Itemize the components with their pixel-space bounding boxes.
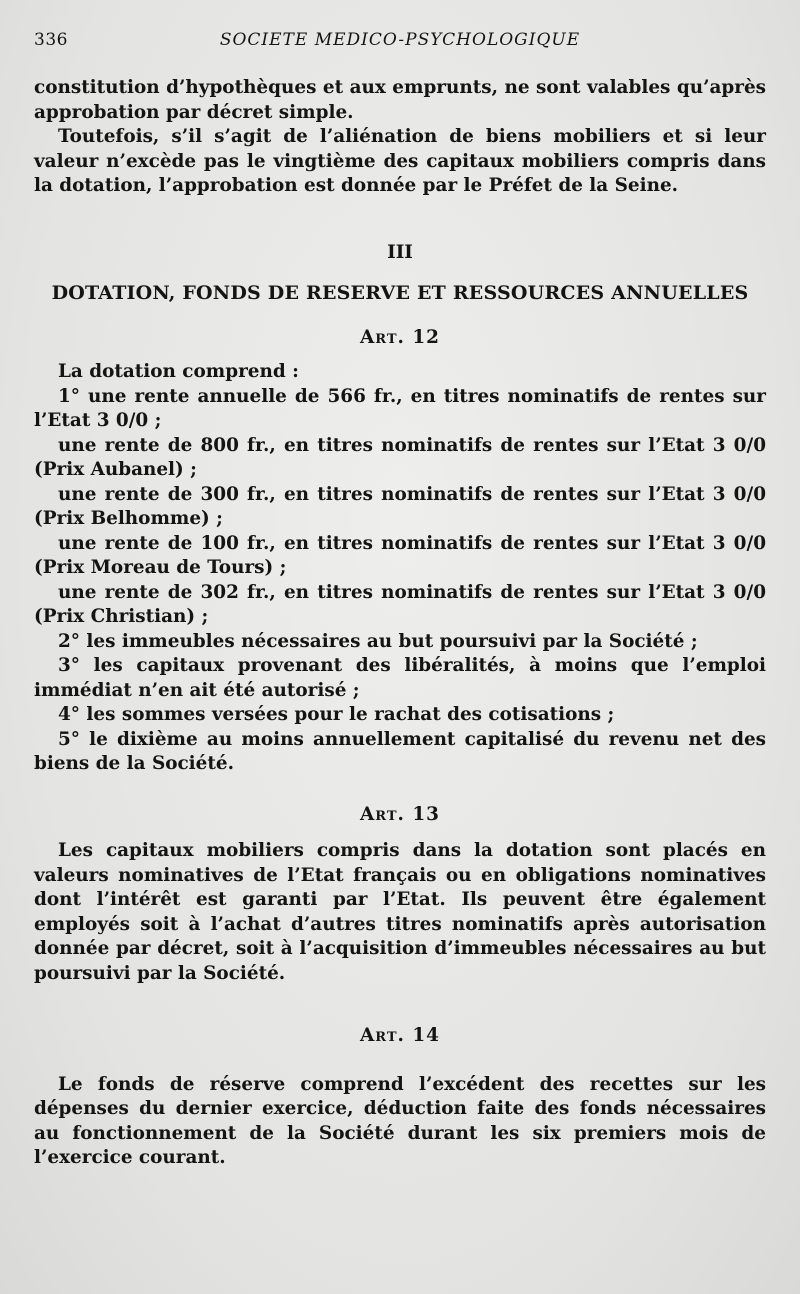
dotation-item-aubanel: une rente de 800 fr., en titres nominatifs de rentes sur l’Etat 3 0/0 (Prix Aubanel) ; [34,434,766,480]
dotation-item-5: 5° le dixième au moins annuellement capitalisé du revenu net des biens de la Société. [34,728,766,774]
article-12-heading: Art. 12 [360,326,440,348]
page-number: 336 [34,30,68,50]
dotation-item-2: 2° les immeubles nécessaires au but poursuivi par la Société ; [58,630,698,652]
intro-paragraph-1: constitution d’hypothèques et aux emprunts, ne sont valables qu’après approbation par décret simple. [34,77,766,123]
article-13-heading: Art. 13 [360,803,440,825]
running-title: SOCIETE MEDICO-PSYCHOLOGIQUE [219,30,581,50]
dotation-item-4: 4° les sommes versées pour le rachat des cotisations ; [58,704,615,725]
article-12-intro: La dotation comprend : [58,361,299,382]
article-13-text: Les capitaux mobiliers compris dans la dotation sont placés en valeurs nominatives de l’Etat français ou en obligations nominatives dont l’intérêt est garanti par l’Etat. Ils peuvent être également employés soit à l’achat d’autres titres nominatifs après autorisation donnée par décret, soit à l’acquisition d’immeubles nécessaires au but poursuivi par la Société. [34,840,766,984]
section-number: III [387,241,413,263]
dotation-item-moreau: une rente de 100 fr., en titres nominatifs de rentes sur l’Etat 3 0/0 (Prix Moreau de Tours) ; [34,532,766,578]
page-header [34,30,766,54]
section-title: DOTATION, FONDS DE RESERVE ET RESSOURCES ANNUELLES [51,282,749,304]
dotation-item-3: 3° les capitaux provenant des libéralités, à moins que l’emploi immédiat n’en ait été autorisé ; [34,655,766,701]
page-body [34,76,766,1171]
article-14-heading: Art. 14 [360,1025,440,1046]
dotation-item-1: 1° une rente annuelle de 566 fr., en titres nominatifs de rentes sur l’Etat 3 0/0 ; [34,385,766,431]
dotation-item-belhomme: une rente de 300 fr., en titres nominatifs de rentes sur l’Etat 3 0/0 (Prix Belhomme) ; [34,483,766,529]
dotation-item-christian: une rente de 302 fr., en titres nominatifs de rentes sur l’Etat 3 0/0 (Prix Christian) ; [34,581,766,627]
intro-paragraph-2: Toutefois, s’il s’agit de l’aliénation de biens mobiliers et si leur valeur n’excède pas le vingtième des capitaux mobiliers compris dans la dotation, l’approbation est donnée par le Préfet de la Seine. [34,126,766,196]
article-14-text: Le fonds de réserve comprend l’excédent des recettes sur les dépenses du dernier exercice, déduction faite des fonds nécessaires au fonctionnement de la Société durant les six premiers mois de l’exercice courant. [34,1073,766,1168]
